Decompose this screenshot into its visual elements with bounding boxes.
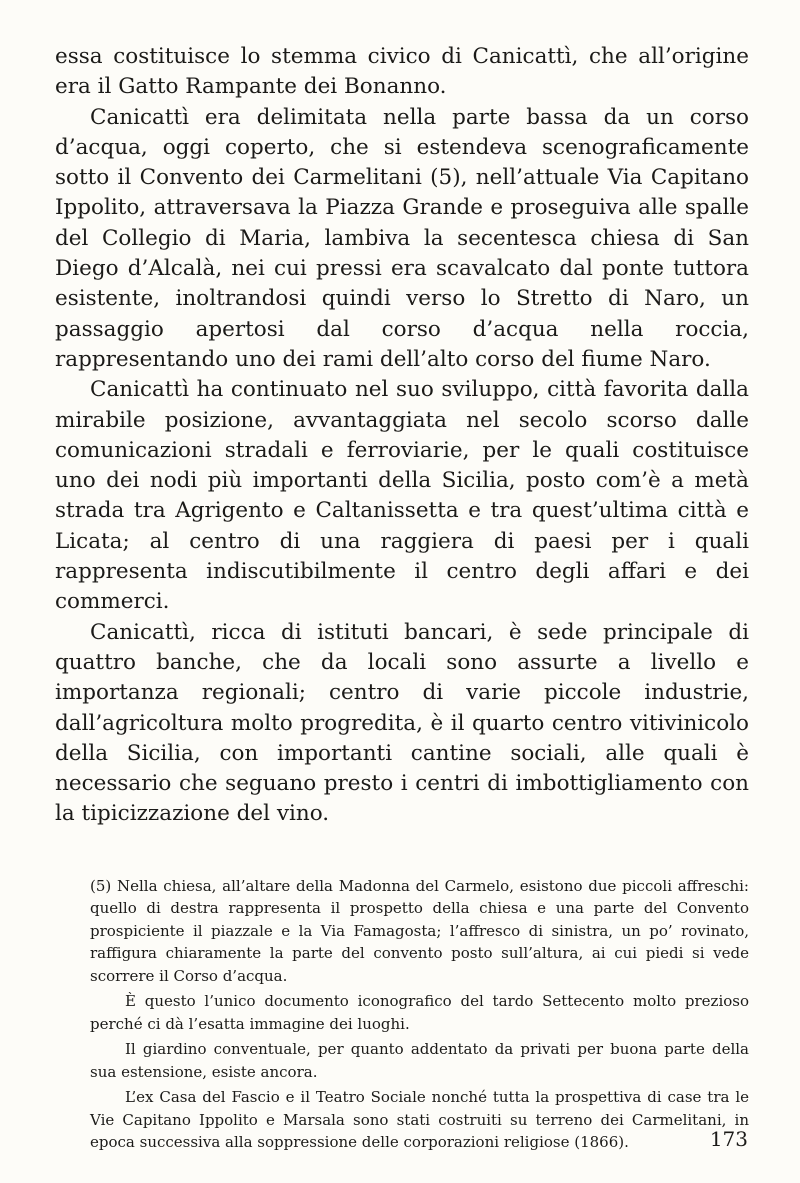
footnote: Il giardino conventuale, per quanto addentato da privati per buona parte della sua estensione, esiste ancora. <box>90 1040 749 1081</box>
footnote: L’ex Casa del Fascio e il Teatro Sociale nonché tutta la prospettiva di case tra le Vie Capitano Ippolito e Marsala sono stati costruiti su terreno dei Carmelitani, in epoca successiva alla soppressione delle corporazioni religiose (1866). <box>90 1088 749 1152</box>
paragraph: Canicattì era delimitata nella parte bassa da un corso d’acqua, oggi coperto, che si estendeva scenograficamente sotto il Convento dei Carmelitani (5), nell’attuale Via Capitano Ippolito, attraversava la Piazza Grande e proseguiva alle spalle del Collegio di Maria, lambiva la secentesca chiesa di San Diego d’Alcalà, nei cui pressi era scavalcato dal ponte tuttora esistente, inoltrandosi quindi verso lo Stretto di Naro, un passaggio apertosi dal corso d’acqua nella roccia, rappresentando uno dei rami dell’alto corso del fiume Naro. <box>55 104 749 372</box>
paragraph: essa costituisce lo stemma civico di Canicattì, che all’origine era il Gatto Rampante dei Bonanno. <box>55 44 749 100</box>
footnote: (5) Nella chiesa, all’altare della Madonna del Carmelo, esistono due piccoli affreschi: quello di destra rappresenta il prospetto della chiesa e una parte del Convento prospiciente il piazzale e la Via Famagosta; l’affresco di sinistra, un po’ rovinato, raffigura chiaramente la parte del convento posto sull’altura, ai cui piedi si vede scorrere il Corso d’acqua. <box>90 876 749 985</box>
footnote: È questo l’unico documento iconografico del tardo Settecento molto prezioso perché ci dà l’esatta immagine dei luoghi. <box>90 992 749 1033</box>
book-page <box>55 42 749 1157</box>
page-number: 173 <box>709 1127 748 1151</box>
paragraph: Canicattì, ricca di istituti bancari, è sede principale di quattro banche, che da locali sono assurte a livello e importanza regionali; centro di varie piccole industrie, dall’agricoltura molto progredita, è il quarto centro vitivinicolo della Sicilia, con importanti cantine sociali, alle quali è necessario che seguano presto i centri di imbottigliamento con la tipicizzazione del vino. <box>55 619 749 827</box>
footnotes <box>55 875 749 1154</box>
paragraph: Canicattì ha continuato nel suo sviluppo, città favorita dalla mirabile posizione, avvantaggiata nel secolo scorso dalle comunicazioni stradali e ferroviarie, per le quali costituisce uno dei nodi più importanti della Sicilia, posto com’è a metà strada tra Agrigento e Caltanissetta e tra quest’ultima città e Licata; al centro di una raggiera di paesi per i quali rappresenta indiscutibilmente il centro degli affari e dei commerci. <box>55 377 749 615</box>
main-text <box>55 42 749 830</box>
